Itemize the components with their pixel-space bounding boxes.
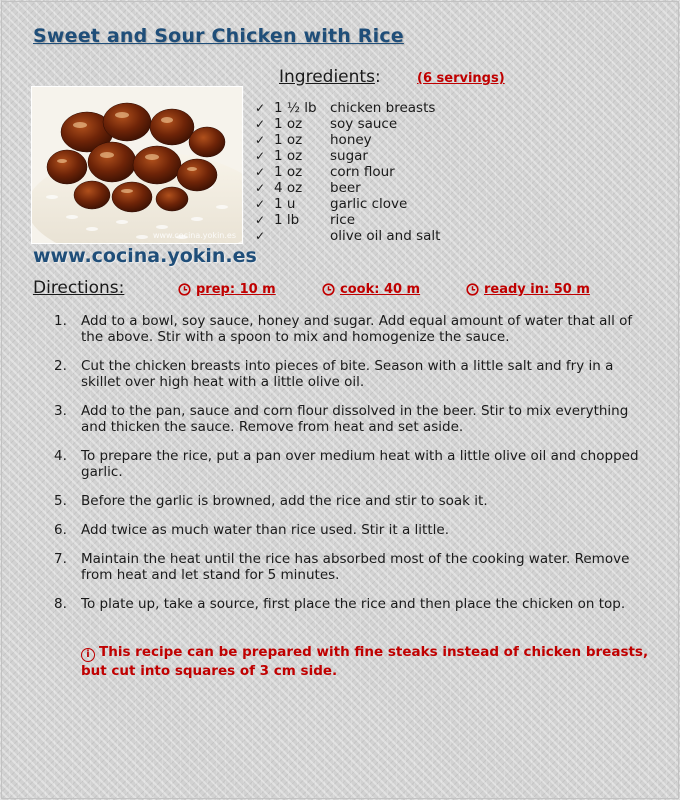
step-number: 5. [54,493,67,509]
clock-icon [178,283,191,296]
check-icon: ✓ [255,229,266,243]
timer-prep [178,282,276,297]
direction-step [50,403,655,435]
ingredient-name: corn flour [330,164,395,180]
direction-step [50,313,655,345]
ingredient-item [255,100,555,116]
direction-step [50,493,655,509]
clock-icon [466,283,479,296]
step-number: 2. [54,358,67,374]
step-text: Maintain the heat until the rice has absorbed most of the cooking water. Remove from heat and let stand for 5 minutes. [81,551,630,583]
cook-time: cook: 40 m [340,282,421,297]
step-text: To prepare the rice, put a pan over medium heat with a little olive oil and chopped garlic. [81,448,639,480]
step-number: 4. [54,448,67,464]
recipe-title: Sweet and Sour Chicken with Rice [33,25,404,47]
ingredient-name: beer [330,180,361,196]
ingredient-name: garlic clove [330,196,408,212]
timer-cook [322,282,420,297]
ingredient-item [255,132,555,148]
check-icon: ✓ [255,181,266,195]
note-text: This recipe can be prepared with fine steaks instead of chicken breasts, but cut into squares of 3 cm side. [81,644,649,679]
ingredient-item [255,164,555,180]
timer-ready [466,282,590,297]
ingredient-item [255,148,555,164]
step-text: Add to the pan, sauce and corn flour dissolved in the beer. Stir to mix everything and thicken the sauce. Remove from heat and set aside. [81,403,629,435]
check-icon: ✓ [255,101,266,115]
ingredient-name: chicken breasts [330,100,436,116]
ready-time: ready in: 50 m [484,282,590,297]
direction-step [50,551,655,583]
step-text: Cut the chicken breasts into pieces of bite. Season with a little salt and fry in a skillet over high heat with a little olive oil. [81,358,614,390]
ingredient-name: soy sauce [330,116,398,132]
directions-label: Directions: [33,278,125,298]
ingredient-item [255,212,555,228]
ingredient-qty: 1 oz [274,132,303,148]
ingredient-item [255,196,555,212]
ingredient-qty: 1 ½ lb [274,100,317,116]
step-number: 8. [54,596,67,612]
check-icon: ✓ [255,117,266,131]
check-icon: ✓ [255,197,266,211]
check-icon: ✓ [255,165,266,179]
step-number: 6. [54,522,67,538]
info-icon: i [81,648,95,662]
direction-step [50,522,655,538]
photo-watermark: www.cocina.yokin.es [152,231,236,240]
ingredients-header [279,67,381,87]
ingredients-list [255,100,555,244]
chicken-rice-image [32,87,243,244]
step-number: 1. [54,313,67,329]
step-text: Add twice as much water than rice used. Stir it a little. [81,522,449,538]
ingredient-name: rice [330,212,356,228]
directions-steps [50,313,655,625]
ingredients-colon: : [374,67,381,87]
ingredient-qty: 1 lb [274,212,300,228]
ingredient-name: honey [330,132,372,148]
direction-step [50,596,655,612]
ingredient-qty: 1 oz [274,148,303,164]
site-url: www.cocina.yokin.es [33,245,257,267]
ingredient-item [255,228,555,244]
servings-count: (6 servings) [417,71,505,86]
ingredient-qty: 1 oz [274,116,303,132]
ingredients-label: Ingredients [279,67,375,87]
check-icon: ✓ [255,213,266,227]
direction-step [50,358,655,390]
check-icon: ✓ [255,149,266,163]
ingredient-name: sugar [330,148,368,164]
ingredient-item [255,116,555,132]
ingredient-qty: 1 oz [274,164,303,180]
step-text: To plate up, take a source, first place the rice and then place the chicken on top. [81,596,626,612]
clock-icon [322,283,335,296]
ingredient-name: olive oil and salt [330,228,441,244]
prep-time: prep: 10 m [196,282,276,297]
step-text: Add to a bowl, soy sauce, honey and sugar. Add equal amount of water that all of the above. Stir with a spoon to mix and homogenize the sauce. [81,313,633,345]
ingredient-qty: 4 oz [274,180,303,196]
direction-step [50,448,655,480]
ingredient-qty: 1 u [274,196,296,212]
recipe-photo [31,86,243,244]
ingredient-item [255,180,555,196]
step-number: 3. [54,403,67,419]
check-icon: ✓ [255,133,266,147]
step-text: Before the garlic is browned, add the rice and stir to soak it. [81,493,488,509]
step-number: 7. [54,551,67,567]
recipe-note [81,643,656,680]
